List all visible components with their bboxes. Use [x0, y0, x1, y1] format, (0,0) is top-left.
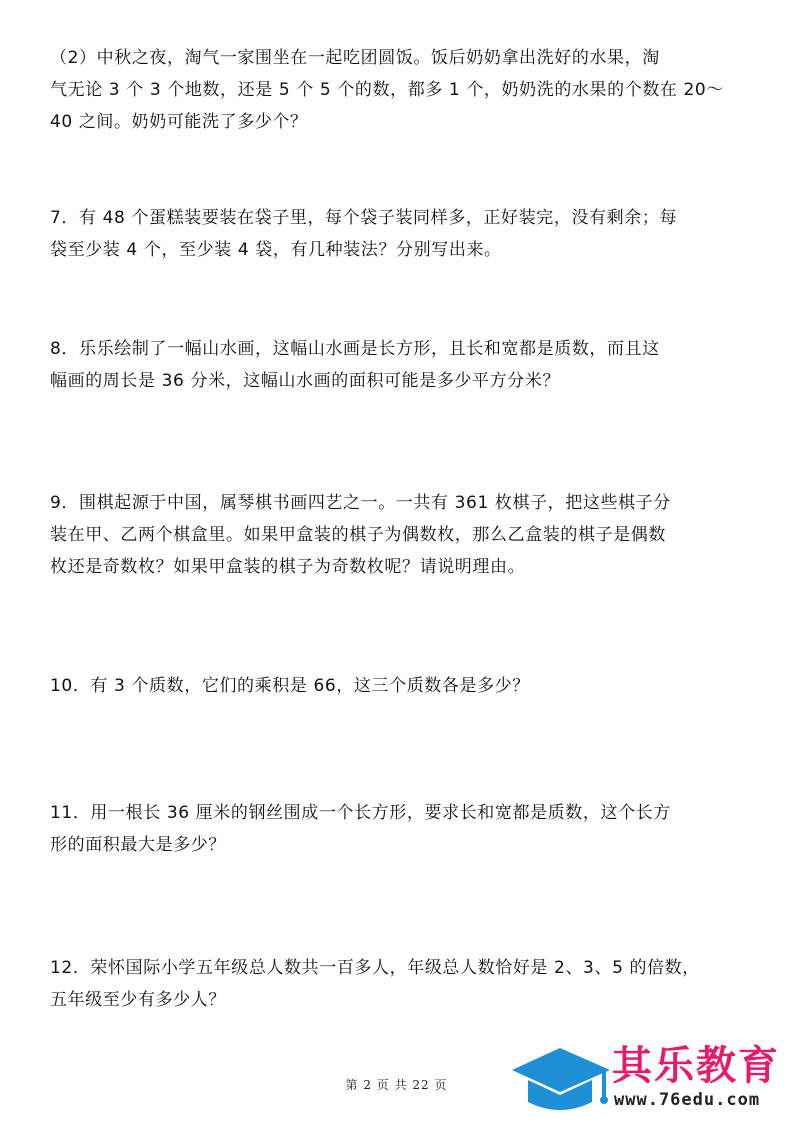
question-q6b	[50, 42, 750, 138]
question-10	[50, 670, 750, 702]
question-line: 袋至少装 4 个，至少装 4 袋，有几种装法？分别写出来。	[50, 240, 502, 260]
question-line: 五年级至少有多少人？	[50, 990, 226, 1010]
question-line: 10．有 3 个质数，它们的乘积是 66，这三个质数各是多少？	[50, 676, 530, 696]
question-line: 8．乐乐绘制了一幅山水画，这幅山水画是长方形，且长和宽都是质数，而且这	[50, 339, 660, 359]
question-line: 枚还是奇数枚？如果甲盒装的棋子为奇数枚呢？请说明理由。	[50, 557, 526, 577]
brand-name: 其乐教育	[612, 1043, 780, 1089]
question-line: 9．围棋起源于中国，属琴棋书画四艺之一。一共有 361 枚棋子，把这些棋子分	[50, 493, 671, 513]
question-line: 7．有 48 个蛋糕装要装在袋子里，每个袋子装同样多，正好装完，没有剩余；每	[50, 208, 678, 228]
page-number: 第 2 页 共 22 页	[345, 1078, 448, 1092]
question-8	[50, 333, 750, 397]
question-line: 幅画的周长是 36 分米，这幅山水画的面积可能是多少平方分米？	[50, 371, 561, 391]
brand-url: www.76edu.com	[614, 1090, 761, 1110]
question-11	[50, 797, 750, 861]
question-line: 11．用一根长 36 厘米的钢丝围成一个长方形，要求长和宽都是质数，这个长方	[50, 803, 671, 823]
graduation-cap-icon	[508, 1040, 618, 1120]
question-12	[50, 952, 750, 1016]
question-line: 气无论 3 个 3 个地数，还是 5 个 5 个的数，都多 1 个，奶奶洗的水果的个数在 20～	[50, 80, 724, 100]
question-line: （2）中秋之夜，淘气一家围坐在一起吃团圆饭。饭后奶奶拿出洗好的水果，淘	[50, 48, 660, 68]
question-line: 形的面积最大是多少？	[50, 835, 226, 855]
brand-logo	[508, 1040, 788, 1120]
question-7	[50, 202, 750, 266]
question-line: 装在甲、乙两个棋盒里。如果甲盒装的棋子为偶数枚，那么乙盒装的棋子是偶数	[50, 525, 666, 545]
question-line: 12．荣怀国际小学五年级总人数共一百多人，年级总人数恰好是 2、3、5 的倍数，	[50, 958, 700, 978]
question-line: 40 之间。奶奶可能洗了多少个？	[50, 112, 308, 132]
question-9	[50, 487, 750, 583]
